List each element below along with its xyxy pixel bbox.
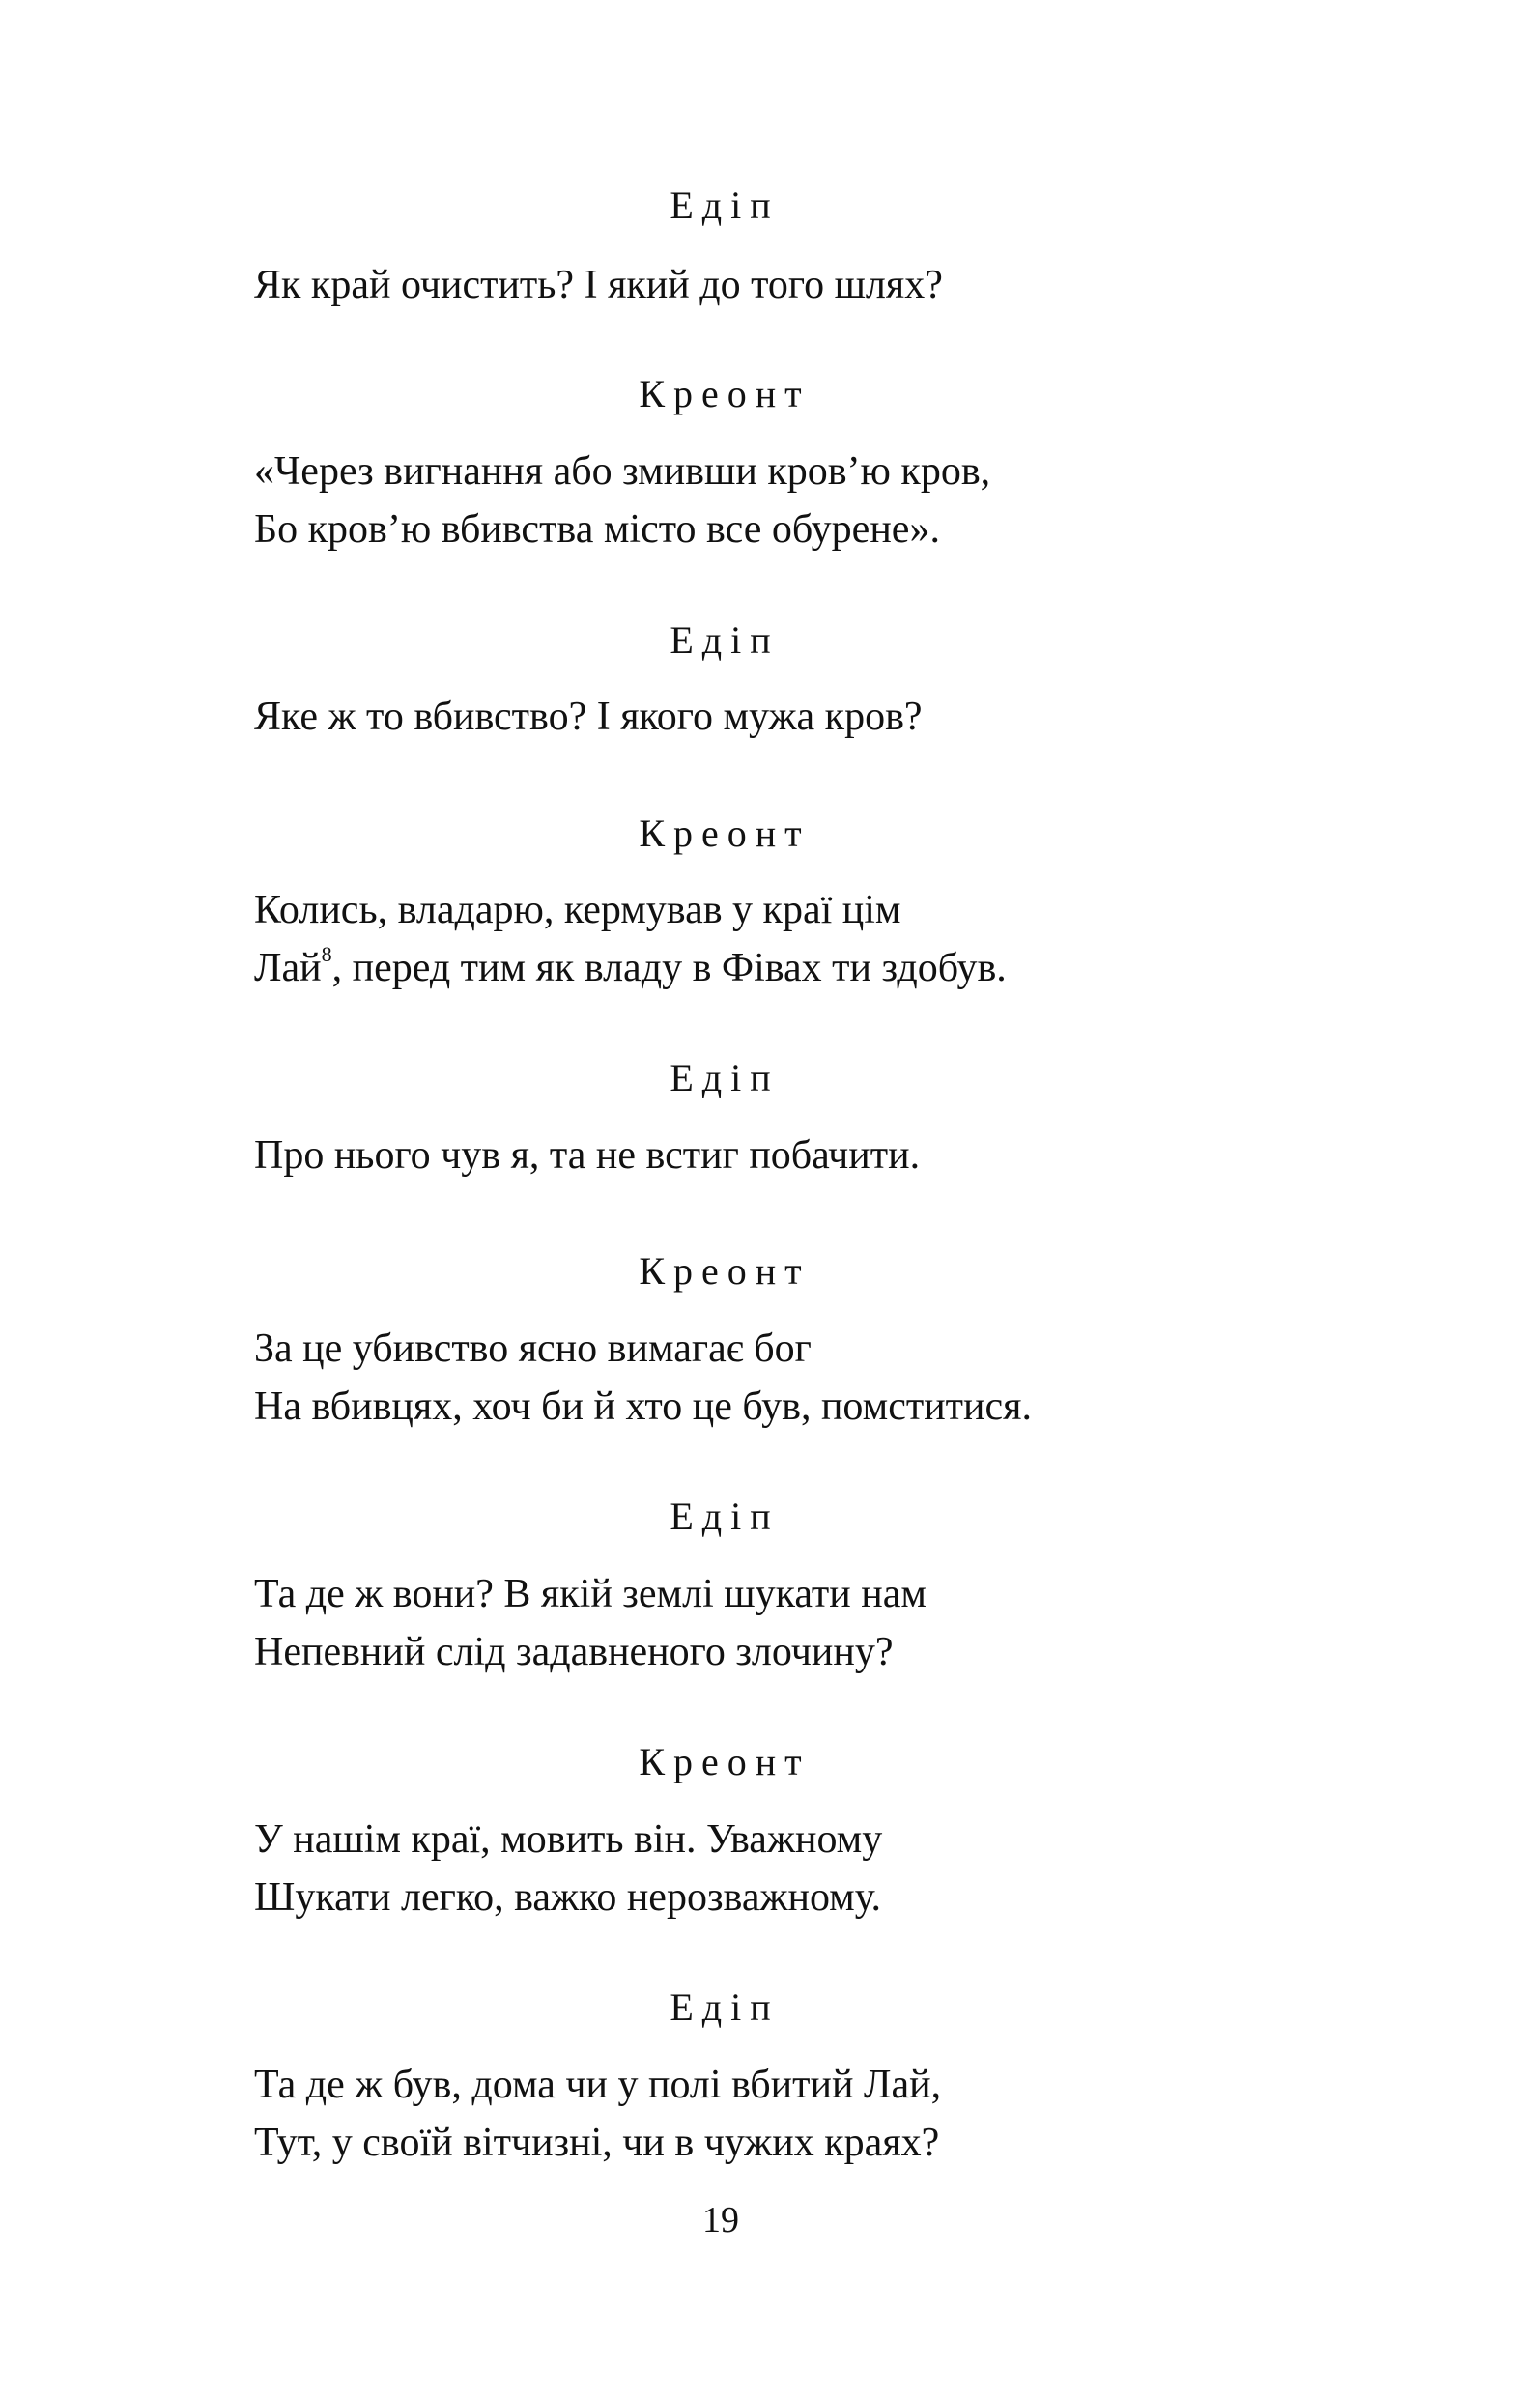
speaker-name: Едіп <box>670 1056 780 1099</box>
verse-line: Бо кров’ю вбивства місто все обурене». <box>254 507 940 552</box>
verse-line: «Через вигнання або змивши кров’ю кров, <box>254 449 991 494</box>
speaker-name: Едіп <box>670 618 780 662</box>
verse-line: Та де ж був, дома чи у полі вбитий Лай, <box>254 2063 942 2107</box>
verse-line: Про нього чув я, та не встиг побачити. <box>254 1133 921 1178</box>
speaker-name: Креонт <box>639 372 811 415</box>
speaker-name: Едіп <box>670 184 780 227</box>
speaker-name: Креонт <box>639 1249 811 1293</box>
verse-line: Як край очистить? І який до того шлях? <box>254 263 943 307</box>
verse-line-with-footnote <box>254 939 1007 997</box>
verse-line: У нашім краї, мовить він. Уважному <box>254 1817 883 1862</box>
page-number: 19 <box>702 2200 739 2240</box>
verse-line: Яке ж то вбивство? І якого мужа кров? <box>254 695 923 739</box>
verse-fragment: , перед тим як владу в Фівах ти здобув. <box>331 946 1007 990</box>
verse-line: Тут, у своїй вітчизні, чи в чужих краях? <box>254 2121 940 2165</box>
verse-line: За це убивство ясно вимагає бог <box>254 1326 812 1371</box>
speaker-name: Креонт <box>639 1740 811 1783</box>
speaker-name: Креонт <box>639 812 811 855</box>
verse-line: На вбивцях, хоч би й хто це був, помститися. <box>254 1384 1032 1429</box>
verse-line: Непевний слід задавненого злочину? <box>254 1630 894 1674</box>
verse-line: Колись, владарю, кермував у краї цім <box>254 888 901 932</box>
verse-line: Та де ж вони? В якій землі шукати нам <box>254 1572 927 1616</box>
verse-fragment: Лай <box>254 946 322 990</box>
speaker-name: Едіп <box>670 1495 780 1538</box>
verse-line: Шукати легко, важко нерозважному. <box>254 1875 882 1920</box>
footnote-marker[interactable]: 8 <box>321 942 332 966</box>
speaker-name: Едіп <box>670 1985 780 2029</box>
